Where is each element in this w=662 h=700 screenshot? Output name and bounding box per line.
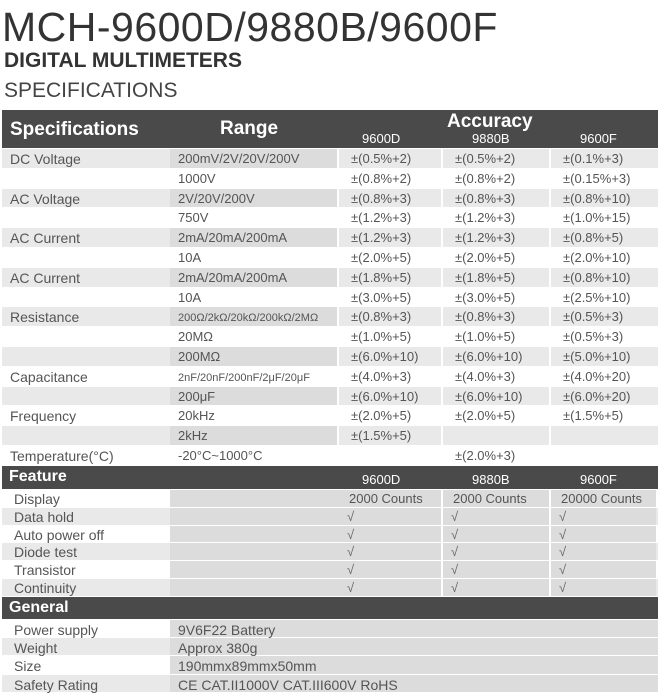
column-divider (337, 149, 339, 168)
column-divider (549, 307, 551, 326)
feature-value-cell (551, 526, 656, 543)
spec-table-header (2, 110, 658, 148)
accuracy-9600d: ±(0.8%+3) (351, 309, 412, 325)
column-divider (441, 288, 443, 307)
column-divider (441, 426, 443, 445)
column-divider (337, 347, 339, 366)
feature-label: Auto power off (14, 526, 105, 543)
feature-value-cell (339, 579, 441, 596)
column-divider (549, 268, 551, 287)
accuracy-9600d: ±(1.5%+5) (351, 428, 412, 444)
feature-blank-cell (170, 508, 339, 525)
spec-row (2, 149, 658, 168)
accuracy-9600d: ±(2.0%+5) (351, 250, 412, 265)
general-value: 9V6F22 Battery (178, 622, 276, 638)
spec-label: AC Voltage (10, 190, 81, 207)
feature-value-cell (339, 508, 441, 525)
column-divider (549, 288, 551, 307)
accuracy-9600d: ±(0.8%+3) (351, 190, 412, 206)
column-divider (337, 426, 339, 445)
spec-range: 200MΩ (178, 349, 221, 364)
general-label: Safety Rating (14, 676, 99, 693)
spec-row (2, 367, 658, 386)
feature-table-header (2, 466, 658, 489)
column-divider (337, 208, 339, 227)
feature-label: Transistor (14, 562, 76, 579)
accuracy-9880b: ±(1.0%+5) (455, 329, 516, 345)
spec-range: 2mA/20mA/200mA (178, 269, 288, 285)
column-divider (337, 228, 339, 247)
column-divider (337, 446, 339, 465)
feature-value-9880b: 2000 Counts (453, 491, 527, 506)
spec-row (2, 189, 658, 208)
spec-row (2, 268, 658, 287)
accuracy-9600f: ±(2.5%+10) (563, 289, 631, 305)
check-icon: √ (451, 562, 459, 578)
page-title: MCH-9600D/9880B/9600F (2, 4, 498, 50)
spec-range: 200mV/2V/20V/200V (178, 151, 300, 166)
column-divider (441, 248, 443, 267)
general-value: 190mmx89mmx50mm (178, 658, 317, 675)
feature-value-cell (551, 508, 656, 525)
spec-label: AC Current (10, 269, 81, 286)
feature-label: Diode test (14, 544, 78, 561)
feature-blank-cell (170, 490, 339, 507)
accuracy-9600d: ±(1.8%+5) (351, 269, 412, 285)
accuracy-9880b: ±(0.8%+2) (455, 170, 516, 186)
accuracy-9600f: ±(0.5%+3) (563, 309, 624, 325)
general-table-header (2, 597, 658, 619)
column-divider (337, 387, 339, 406)
column-divider (549, 248, 551, 267)
column-divider (441, 307, 443, 326)
column-divider (337, 367, 339, 386)
spec-range: 1000V (178, 170, 216, 186)
accuracy-9600f: ±(0.8%+10) (563, 269, 631, 285)
accuracy-9880b: ±(0.5%+2) (455, 151, 516, 166)
header-model-9600d: 9600D (362, 131, 401, 146)
feature-model-9600d: 9600D (362, 472, 401, 487)
column-divider (441, 327, 443, 346)
accuracy-9600d: ±(0.5%+2) (351, 151, 412, 166)
feature-value-cell (339, 561, 441, 578)
header-specifications: Specifications (10, 119, 139, 140)
column-divider (441, 169, 443, 188)
feature-value-9600f: 20000 Counts (561, 491, 642, 506)
spec-label: Capacitance (10, 368, 88, 385)
feature-label: Display (14, 491, 60, 507)
column-divider (441, 228, 443, 247)
feature-value-cell (443, 561, 549, 578)
general-value: Approx 380g (178, 640, 258, 657)
check-icon: √ (347, 544, 355, 560)
header-general: General (9, 599, 69, 616)
spec-range: 2V/20V/200V (178, 190, 255, 206)
spec-range: 2mA/20mA/200mA (178, 230, 288, 246)
spec-range: 200μF (178, 388, 216, 404)
accuracy-9880b: ±(6.0%+10) (455, 349, 523, 364)
accuracy-9600f: ±(4.0%+20) (563, 368, 631, 384)
spec-label: Frequency (10, 408, 77, 425)
spec-row (2, 307, 658, 326)
check-icon: √ (347, 562, 355, 578)
accuracy-9600d: ±(1.2%+3) (351, 210, 412, 226)
general-value: CE CAT.II1000V CAT.III600V RoHS (178, 676, 398, 693)
feature-value-cell (551, 579, 656, 596)
column-divider (337, 327, 339, 346)
accuracy-9600f: ±(6.0%+20) (563, 388, 631, 404)
general-row (2, 656, 658, 673)
column-divider (549, 169, 551, 188)
check-icon: √ (347, 508, 355, 524)
feature-blank-cell (170, 526, 339, 543)
accuracy-9600f: ±(2.0%+10) (563, 250, 631, 265)
spec-row (2, 169, 658, 188)
spec-row (2, 347, 658, 366)
header-feature: Feature (9, 468, 67, 485)
check-icon: √ (559, 508, 567, 524)
feature-value-cell (551, 561, 656, 578)
feature-row (2, 526, 658, 543)
feature-value-cell (443, 508, 549, 525)
feature-value-cell (443, 526, 549, 543)
check-icon: √ (559, 580, 567, 595)
header-model-9880b: 9880B (472, 131, 510, 146)
column-divider (441, 347, 443, 366)
column-divider (337, 307, 339, 326)
check-icon: √ (451, 508, 459, 524)
accuracy-9880b: ±(3.0%+5) (455, 289, 516, 305)
accuracy-9600d: ±(2.0%+5) (351, 408, 412, 424)
feature-row (2, 561, 658, 578)
column-divider (441, 406, 443, 425)
accuracy-9880b: ±(6.0%+10) (455, 388, 523, 404)
accuracy-9600f: ±(1.0%+15) (563, 210, 631, 226)
accuracy-9600d: ±(6.0%+10) (351, 388, 419, 404)
header-accuracy: Accuracy (447, 111, 533, 132)
accuracy-9880b: ±(4.0%+3) (455, 368, 516, 384)
column-divider (549, 228, 551, 247)
column-divider (337, 268, 339, 287)
feature-value-cell (339, 543, 441, 560)
spec-range: 750V (178, 210, 209, 226)
column-divider (549, 327, 551, 346)
column-divider (549, 347, 551, 366)
spec-label: Resistance (10, 309, 80, 326)
column-divider (337, 189, 339, 208)
check-icon: √ (347, 580, 355, 595)
column-divider (549, 387, 551, 406)
spec-row (2, 426, 658, 445)
feature-value-cell (339, 526, 441, 543)
spec-row (2, 248, 658, 267)
spec-range: 20MΩ (178, 329, 214, 345)
accuracy-9600f: ±(0.1%+3) (563, 151, 624, 166)
column-divider (441, 208, 443, 227)
spec-row (2, 327, 658, 346)
feature-row (2, 490, 658, 507)
spec-label: AC Current (10, 230, 81, 247)
spec-label: Temperature(°C) (10, 448, 114, 464)
accuracy-9600d: ±(3.0%+5) (351, 289, 412, 305)
accuracy-9600f: ±(0.5%+3) (563, 329, 624, 345)
column-divider (337, 169, 339, 188)
feature-label: Continuity (14, 580, 77, 596)
column-divider (441, 149, 443, 168)
spec-range: -20°C~1000°C (178, 448, 263, 463)
column-divider (441, 268, 443, 287)
accuracy-9880b: ±(1.2%+3) (455, 230, 516, 246)
column-divider (549, 189, 551, 208)
header-range: Range (220, 118, 279, 139)
spec-row (2, 406, 658, 425)
column-divider (441, 387, 443, 406)
spec-label: DC Voltage (10, 151, 81, 167)
feature-value-9600d: 2000 Counts (349, 491, 423, 506)
general-row (2, 675, 658, 692)
header-model-9600f: 9600F (580, 131, 617, 146)
accuracy-9880b: ±(1.8%+5) (455, 269, 516, 285)
accuracy-9600f: ±(1.5%+5) (563, 408, 624, 424)
check-icon: √ (559, 526, 567, 542)
accuracy-9880b: ±(2.0%+3) (455, 448, 516, 463)
feature-blank-cell (170, 561, 339, 578)
check-icon: √ (451, 526, 459, 542)
accuracy-9880b: ±(1.2%+3) (455, 210, 516, 226)
section-title-specifications: SPECIFICATIONS (4, 79, 178, 102)
general-row (2, 620, 658, 637)
accuracy-9880b: ±(2.0%+5) (455, 408, 516, 424)
check-icon: √ (451, 580, 459, 595)
spec-range: 10A (178, 250, 202, 265)
column-divider (441, 189, 443, 208)
column-divider (337, 406, 339, 425)
spec-range: 2kHz (178, 428, 208, 444)
check-icon: √ (451, 544, 459, 560)
feature-value-cell (551, 543, 656, 560)
feature-row (2, 508, 658, 525)
spec-row (2, 446, 658, 465)
general-row (2, 638, 658, 655)
column-divider (549, 446, 551, 465)
feature-blank-cell (170, 579, 339, 596)
accuracy-9880b: ±(2.0%+5) (455, 250, 516, 265)
accuracy-9880b: ±(0.8%+3) (455, 309, 516, 325)
column-divider (441, 446, 443, 465)
accuracy-9600f: ±(0.8%+10) (563, 190, 631, 206)
accuracy-9600f: ±(5.0%+10) (563, 349, 631, 364)
column-divider (337, 288, 339, 307)
general-label: Power supply (14, 622, 99, 638)
feature-row (2, 579, 658, 596)
feature-label: Data hold (14, 508, 74, 525)
accuracy-9600d: ±(4.0%+3) (351, 368, 412, 384)
spec-row (2, 208, 658, 227)
column-divider (441, 367, 443, 386)
accuracy-9600d: ±(1.0%+5) (351, 329, 412, 345)
spec-range: 20kHz (178, 408, 215, 424)
spec-row (2, 228, 658, 247)
accuracy-9600d: ±(0.8%+2) (351, 170, 412, 186)
check-icon: √ (559, 544, 567, 560)
column-divider (549, 367, 551, 386)
feature-row (2, 543, 658, 560)
spec-row (2, 288, 658, 307)
accuracy-9600f: ±(0.8%+5) (563, 230, 624, 246)
feature-value-cell (443, 543, 549, 560)
column-divider (337, 248, 339, 267)
accuracy-9600d: ±(1.2%+3) (351, 230, 412, 246)
spec-range: 2nF/20nF/200nF/2μF/20μF (178, 371, 310, 384)
feature-model-9880b: 9880B (472, 472, 510, 487)
feature-blank-cell (170, 543, 339, 560)
accuracy-9600d: ±(6.0%+10) (351, 349, 419, 364)
spec-row (2, 387, 658, 406)
spec-range: 200Ω/2kΩ/20kΩ/200kΩ/2MΩ (178, 312, 319, 325)
column-divider (549, 208, 551, 227)
feature-value-cell (443, 579, 549, 596)
column-divider (549, 149, 551, 168)
accuracy-9880b: ±(0.8%+3) (455, 190, 516, 206)
check-icon: √ (347, 526, 355, 542)
general-label: Size (14, 658, 42, 675)
feature-model-9600f: 9600F (580, 472, 617, 487)
column-divider (549, 426, 551, 445)
product-subtitle: DIGITAL MULTIMETERS (4, 49, 242, 72)
accuracy-9600f: ±(0.15%+3) (563, 170, 631, 186)
general-label: Weight (14, 640, 58, 657)
column-divider (549, 406, 551, 425)
spec-range: 10A (178, 289, 202, 305)
check-icon: √ (559, 562, 567, 578)
